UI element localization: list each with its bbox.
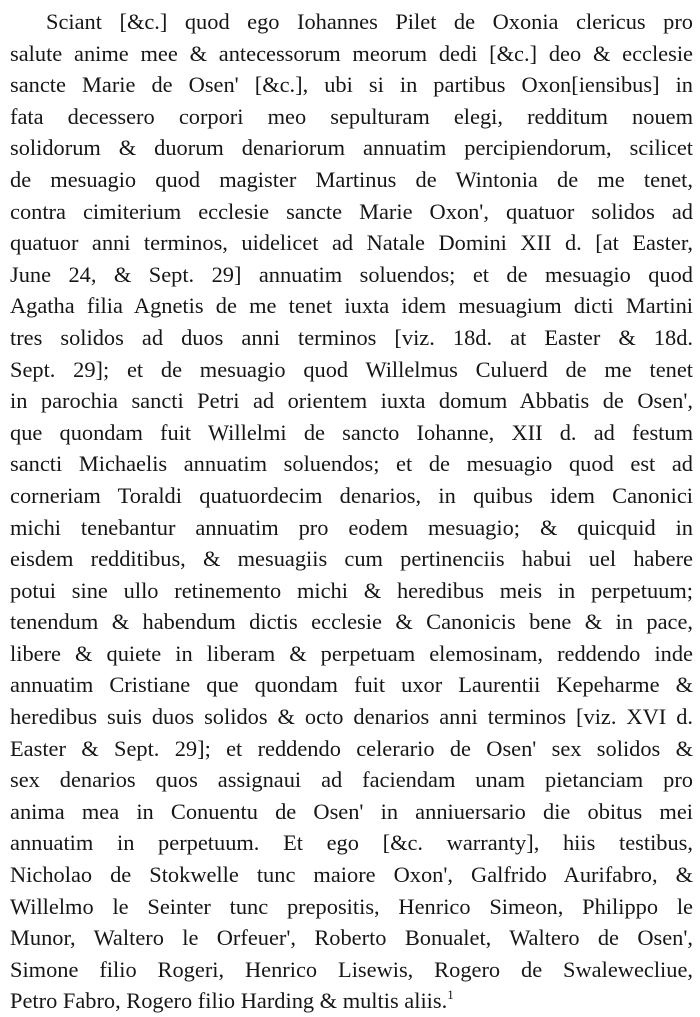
text-line: Sept. 29]; et de mesuagio quod Willelmus Culuerd de me tenet: [10, 356, 693, 382]
text-line: heredibus suis duos solidos & octo denarios anni terminos [viz. XVI d.: [10, 704, 693, 730]
text-line: Agatha filia Agnetis de me tenet iuxta idem mesuagium dicti Martini: [10, 293, 693, 319]
text-line: salute anime mee & antecessorum meorum dedi [&c.] deo & ecclesie: [10, 40, 693, 66]
text-line: sex denarios quos assignaui ad faciendam unam pietanciam pro: [10, 767, 693, 793]
footnote-marker: 1: [447, 987, 454, 1003]
text-line: sancte Marie de Osen' [&c.], ubi si in partibus Oxon[iensibus] in: [10, 72, 693, 98]
text-line: Sciant [&c.] quod ego Iohannes Pilet de Oxonia clericus pro: [46, 9, 693, 34]
text-line: Willelmo le Seinter tunc prepositis, Henrico Simeon, Philippo le: [10, 893, 693, 919]
text-line: June 24, & Sept. 29] annuatim soluendos; et de mesuagio quod: [10, 261, 693, 287]
text-line: Nicholao de Stokwelle tunc maiore Oxon', Galfrido Aurifabro, &: [10, 862, 693, 888]
text-line: Munor, Waltero le Orfeuer', Roberto Bonualet, Waltero de Osen',: [10, 925, 693, 951]
text-line: corneriam Toraldi quatuordecim denarios, in quibus idem Canonici: [10, 482, 693, 508]
text-line: tenendum & habendum dictis ecclesie & Canonicis bene & in pace,: [10, 609, 693, 635]
text-line: fata decessero corpori meo sepulturam elegi, redditum nouem: [10, 103, 693, 129]
text-line: Petro Fabro, Rogero filio Harding & multis aliis.: [10, 988, 448, 1014]
charter-text: [10, 6, 693, 1017]
text-line: eisdem redditibus, & mesuagiis cum pertinenciis habui uel habere: [10, 546, 693, 572]
text-line: annuatim Cristiane que quondam fuit uxor Laurentii Kepeharme &: [10, 672, 693, 698]
text-line: michi tenebantur annuatim pro eodem mesuagio; & quicquid in: [10, 514, 693, 540]
text-line: solidorum & duorum denariorum annuatim percipiendorum, scilicet: [10, 135, 693, 161]
text-line: Easter & Sept. 29]; et reddendo celerario de Osen' sex solidos &: [10, 735, 693, 761]
text-line: tres solidos ad duos anni terminos [viz. 18d. at Easter & 18d.: [10, 324, 693, 350]
last-line: [10, 985, 693, 1017]
text-line: potui sine ullo retinemento michi & heredibus meis in perpetuum;: [10, 577, 693, 603]
text-line: libere & quiete in liberam & perpetuam elemosinam, reddendo inde: [10, 640, 693, 666]
text-line: sancti Michaelis annuatim soluendos; et de mesuagio quod est ad: [10, 451, 693, 477]
text-line: anima mea in Conuentu de Osen' in anniuersario die obitus mei: [10, 798, 693, 824]
text-line: de mesuagio quod magister Martinus de Wintonia de me tenet,: [10, 166, 693, 192]
text-line: annuatim in perpetuum. Et ego [&c. warranty], hiis testibus,: [10, 830, 693, 856]
text-line: quatuor anni terminos, uidelicet ad Natale Domini XII d. [at Easter,: [10, 230, 693, 256]
text-line: in parochia sancti Petri ad orientem iuxta domum Abbatis de Osen',: [10, 388, 693, 414]
text-line: Simone filio Rogeri, Henrico Lisewis, Rogero de Swalewecliue,: [10, 956, 693, 982]
text-line: contra cimiterium ecclesie sancte Marie Oxon', quatuor solidos ad: [10, 198, 693, 224]
text-line: que quondam fuit Willelmi de sancto Iohanne, XII d. ad festum: [10, 419, 693, 445]
